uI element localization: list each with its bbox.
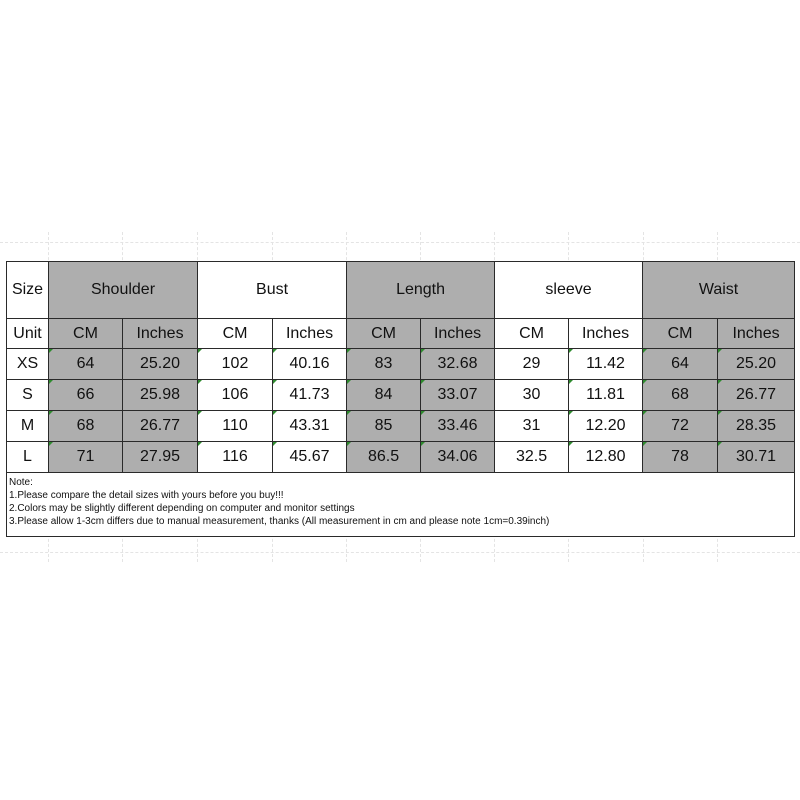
value-cell: 32.68: [421, 349, 495, 380]
value-cell: 102: [198, 349, 273, 380]
value-cell: 32.5: [495, 442, 569, 473]
value-cell: 40.16: [273, 349, 347, 380]
value-cell: 85: [347, 411, 421, 442]
value-cell: 25.98: [123, 380, 198, 411]
value-cell: 31: [495, 411, 569, 442]
unit-cell: Inches: [718, 319, 795, 349]
group-header-sleeve: sleeve: [495, 262, 643, 319]
value-cell: 12.20: [569, 411, 643, 442]
notes-title: Note:: [9, 477, 33, 488]
value-cell: 116: [198, 442, 273, 473]
unit-cell: CM: [643, 319, 718, 349]
table-row: [7, 442, 795, 473]
size-chart-table: [6, 261, 795, 537]
group-header-shoulder: Shoulder: [49, 262, 198, 319]
value-cell: 66: [49, 380, 123, 411]
table-row: [7, 349, 795, 380]
gridline: [0, 552, 800, 553]
value-cell: 83: [347, 349, 421, 380]
value-cell: 110: [198, 411, 273, 442]
value-cell: 26.77: [123, 411, 198, 442]
note-line: 1.Please compare the detail sizes with yours before you buy!!!: [9, 490, 284, 501]
value-cell: 78: [643, 442, 718, 473]
group-header-length: Length: [347, 262, 495, 319]
value-cell: 29: [495, 349, 569, 380]
value-cell: 11.81: [569, 380, 643, 411]
value-cell: 25.20: [718, 349, 795, 380]
note-line: 3.Please allow 1-3cm differs due to manual measurement, thanks (All measurement in cm and please note 1cm=0.39inch): [9, 516, 550, 527]
size-cell: L: [7, 442, 49, 473]
unit-cell: Inches: [273, 319, 347, 349]
unit-cell: CM: [347, 319, 421, 349]
note-line: 2.Colors may be slightly different depending on computer and monitor settings: [9, 503, 355, 514]
table-row: [7, 411, 795, 442]
value-cell: 28.35: [718, 411, 795, 442]
group-header-bust: Bust: [198, 262, 347, 319]
value-cell: 72: [643, 411, 718, 442]
unit-header: Unit: [7, 319, 49, 349]
value-cell: 64: [643, 349, 718, 380]
value-cell: 45.67: [273, 442, 347, 473]
value-cell: 27.95: [123, 442, 198, 473]
notes-row: [7, 473, 795, 537]
size-header: Size: [7, 262, 49, 319]
gridline: [0, 242, 800, 243]
unit-cell: CM: [49, 319, 123, 349]
value-cell: 71: [49, 442, 123, 473]
value-cell: 64: [49, 349, 123, 380]
unit-cell: Inches: [123, 319, 198, 349]
value-cell: 26.77: [718, 380, 795, 411]
unit-row: [7, 319, 795, 349]
value-cell: 30: [495, 380, 569, 411]
value-cell: 34.06: [421, 442, 495, 473]
value-cell: 106: [198, 380, 273, 411]
value-cell: 12.80: [569, 442, 643, 473]
unit-cell: Inches: [421, 319, 495, 349]
value-cell: 43.31: [273, 411, 347, 442]
value-cell: 33.46: [421, 411, 495, 442]
size-cell: XS: [7, 349, 49, 380]
size-cell: S: [7, 380, 49, 411]
value-cell: 84: [347, 380, 421, 411]
unit-cell: CM: [198, 319, 273, 349]
unit-cell: CM: [495, 319, 569, 349]
value-cell: 86.5: [347, 442, 421, 473]
value-cell: 33.07: [421, 380, 495, 411]
unit-cell: Inches: [569, 319, 643, 349]
header-row: [7, 262, 795, 319]
notes-cell: [7, 473, 795, 537]
group-header-waist: Waist: [643, 262, 795, 319]
value-cell: 11.42: [569, 349, 643, 380]
size-cell: M: [7, 411, 49, 442]
table-row: [7, 380, 795, 411]
value-cell: 68: [643, 380, 718, 411]
value-cell: 25.20: [123, 349, 198, 380]
value-cell: 30.71: [718, 442, 795, 473]
value-cell: 68: [49, 411, 123, 442]
value-cell: 41.73: [273, 380, 347, 411]
